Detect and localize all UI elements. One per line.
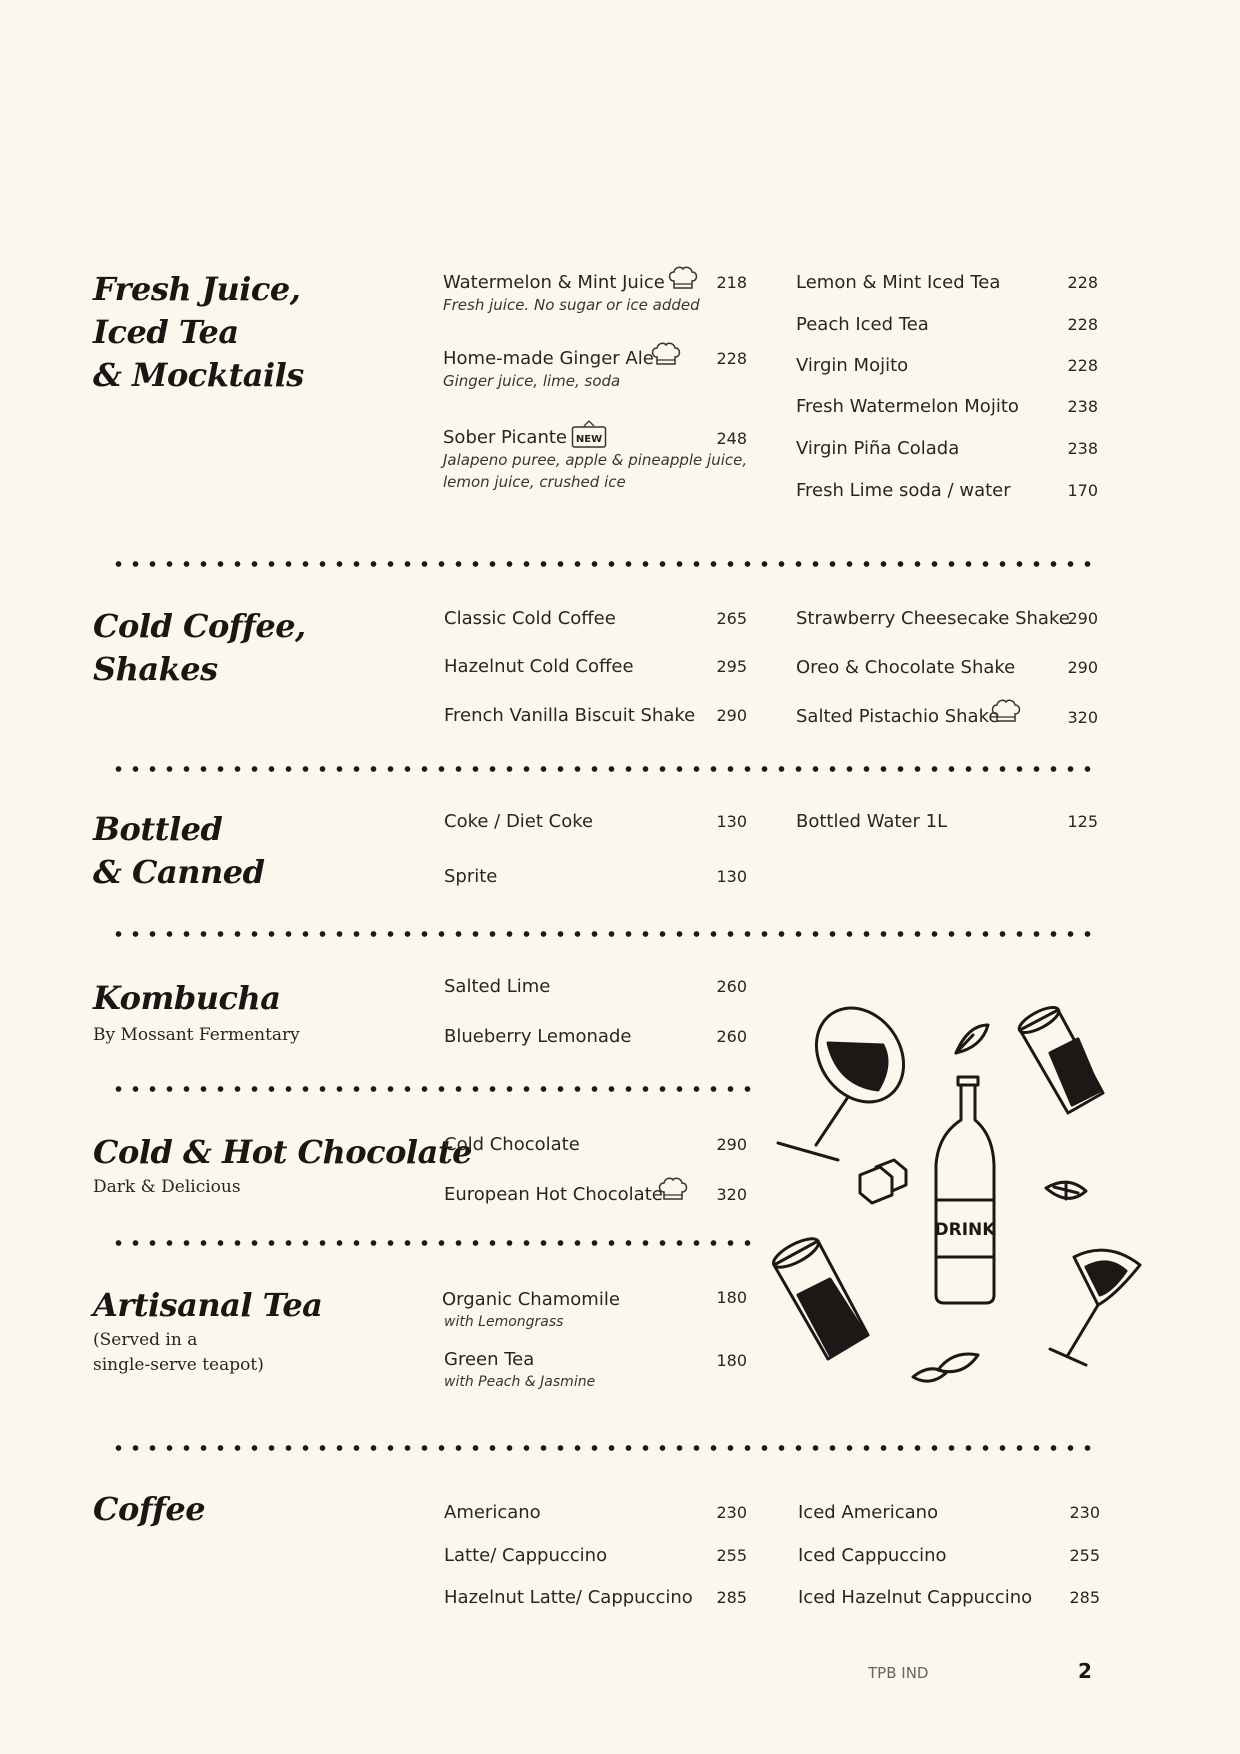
section-subtitle-kombucha: By Mossant Fermentary [93, 1025, 300, 1045]
menu-item-price: 180 [716, 1288, 747, 1307]
footer-code: TPB IND [868, 1664, 929, 1682]
chef-hat-icon [656, 1175, 690, 1203]
menu-item-name: Iced Americano [798, 1502, 939, 1523]
menu-item-price: 260 [716, 977, 747, 996]
section-subtitle-tea: (Served in a single-serve teapot) [93, 1330, 264, 1375]
menu-item-name: French Vanilla Biscuit Shake [444, 705, 696, 726]
menu-item-name: Virgin Mojito [796, 355, 909, 376]
menu-item-name: Classic Cold Coffee [444, 608, 616, 629]
menu-item-price: 285 [1069, 1588, 1100, 1607]
menu-item-desc: with Peach & Jasmine [444, 1374, 596, 1390]
menu-item-name: Peach Iced Tea [796, 314, 929, 335]
menu-item-price: 130 [716, 812, 747, 831]
menu-item-price: 320 [716, 1185, 747, 1204]
menu-item-price: 290 [716, 706, 747, 725]
menu-item-name: Bottled Water 1L [796, 811, 948, 832]
section-title-kombucha: Kombucha [93, 979, 281, 1017]
menu-item-name: Hazelnut Cold Coffee [444, 656, 634, 677]
menu-item-desc: Fresh juice. No sugar or ice added [443, 296, 700, 314]
chef-hat-icon [989, 697, 1023, 725]
svg-text:NEW: NEW [575, 434, 603, 445]
menu-item-price: 238 [1067, 397, 1098, 416]
dotted-divider [110, 1085, 760, 1093]
menu-item-name: Coke / Diet Coke [444, 811, 594, 832]
menu-item-name: Green Tea [444, 1349, 535, 1370]
menu-item-price: 290 [1067, 609, 1098, 628]
menu-item-price: 125 [1067, 812, 1098, 831]
dotted-divider [110, 1239, 760, 1247]
menu-item-price: 228 [716, 349, 747, 368]
menu-item-price: 290 [1067, 658, 1098, 677]
menu-item-price: 295 [716, 657, 747, 676]
menu-item-price: 238 [1067, 439, 1098, 458]
menu-item-desc: with Lemongrass [444, 1314, 564, 1330]
section-title-tea: Artisanal Tea [93, 1286, 323, 1324]
menu-item-price: 255 [1069, 1546, 1100, 1565]
chef-hat-icon [649, 340, 683, 368]
menu-item-price: 218 [716, 273, 747, 292]
menu-item-name: Cold Chocolate [444, 1134, 580, 1155]
menu-item-name: Organic Chamomile [442, 1289, 620, 1310]
menu-item-name: Lemon & Mint Iced Tea [796, 272, 1001, 293]
menu-item-price: 320 [1067, 708, 1098, 727]
menu-item-price: 130 [716, 867, 747, 886]
menu-item-price: 180 [716, 1351, 747, 1370]
menu-item-name: Oreo & Chocolate Shake [796, 657, 1016, 678]
page-number: 2 [1078, 1659, 1092, 1683]
menu-item-name: Blueberry Lemonade [444, 1026, 632, 1047]
new-badge-icon [571, 420, 607, 450]
menu-item-name: Hazelnut Latte/ Cappuccino [444, 1587, 693, 1608]
menu-item-name: Iced Cappuccino [798, 1545, 947, 1566]
menu-item-name: Fresh Watermelon Mojito [796, 396, 1019, 417]
menu-item-name: Virgin Piña Colada [796, 438, 960, 459]
menu-item-price: 230 [716, 1503, 747, 1522]
drinks-illustration [768, 995, 1153, 1395]
dotted-divider [110, 1444, 1096, 1452]
menu-item-name: Fresh Lime soda / water [796, 480, 1011, 501]
menu-item-name: European Hot Chocolate [444, 1184, 663, 1205]
menu-item-desc: Jalapeno puree, apple & pineapple juice, [443, 451, 748, 469]
section-subtitle-chocolate: Dark & Delicious [93, 1177, 241, 1197]
section-title-cold-coffee: Cold Coffee, Shakes [93, 607, 306, 688]
menu-item-price: 228 [1067, 273, 1098, 292]
menu-item-price: 230 [1069, 1503, 1100, 1522]
section-title-chocolate: Cold & Hot Chocolate [93, 1133, 472, 1171]
menu-item-price: 255 [716, 1546, 747, 1565]
menu-item-price: 170 [1067, 481, 1098, 500]
menu-item-name: Salted Lime [444, 976, 551, 997]
menu-item-name: Sprite [444, 866, 498, 887]
section-title-bottled: Bottled & Canned [93, 810, 265, 891]
menu-item-desc: lemon juice, crushed ice [443, 473, 626, 491]
dotted-divider [110, 560, 1096, 568]
dotted-divider [110, 930, 1096, 938]
section-title-juice: Fresh Juice, Iced Tea & Mocktails [93, 270, 304, 394]
menu-item-price: 265 [716, 609, 747, 628]
menu-item-desc: Ginger juice, lime, soda [443, 372, 621, 390]
menu-item-price: 228 [1067, 356, 1098, 375]
menu-item-name: Home-made Ginger Ale [443, 348, 654, 369]
dotted-divider [110, 765, 1096, 773]
bottle-label: DRINK [934, 1220, 996, 1240]
menu-item-name: Latte/ Cappuccino [444, 1545, 608, 1566]
menu-item-name: Salted Pistachio Shake [796, 706, 1000, 727]
menu-item-name: Sober Picante [443, 427, 567, 448]
menu-item-price: 260 [716, 1027, 747, 1046]
menu-item-name: Iced Hazelnut Cappuccino [798, 1587, 1033, 1608]
menu-item-name: Watermelon & Mint Juice [443, 272, 665, 293]
menu-item-price: 285 [716, 1588, 747, 1607]
menu-item-price: 248 [716, 429, 747, 448]
menu-item-name: Americano [444, 1502, 541, 1523]
menu-item-price: 228 [1067, 315, 1098, 334]
section-title-coffee: Coffee [93, 1490, 206, 1528]
menu-item-price: 290 [716, 1135, 747, 1154]
menu-item-name: Strawberry Cheesecake Shake [796, 608, 1070, 629]
